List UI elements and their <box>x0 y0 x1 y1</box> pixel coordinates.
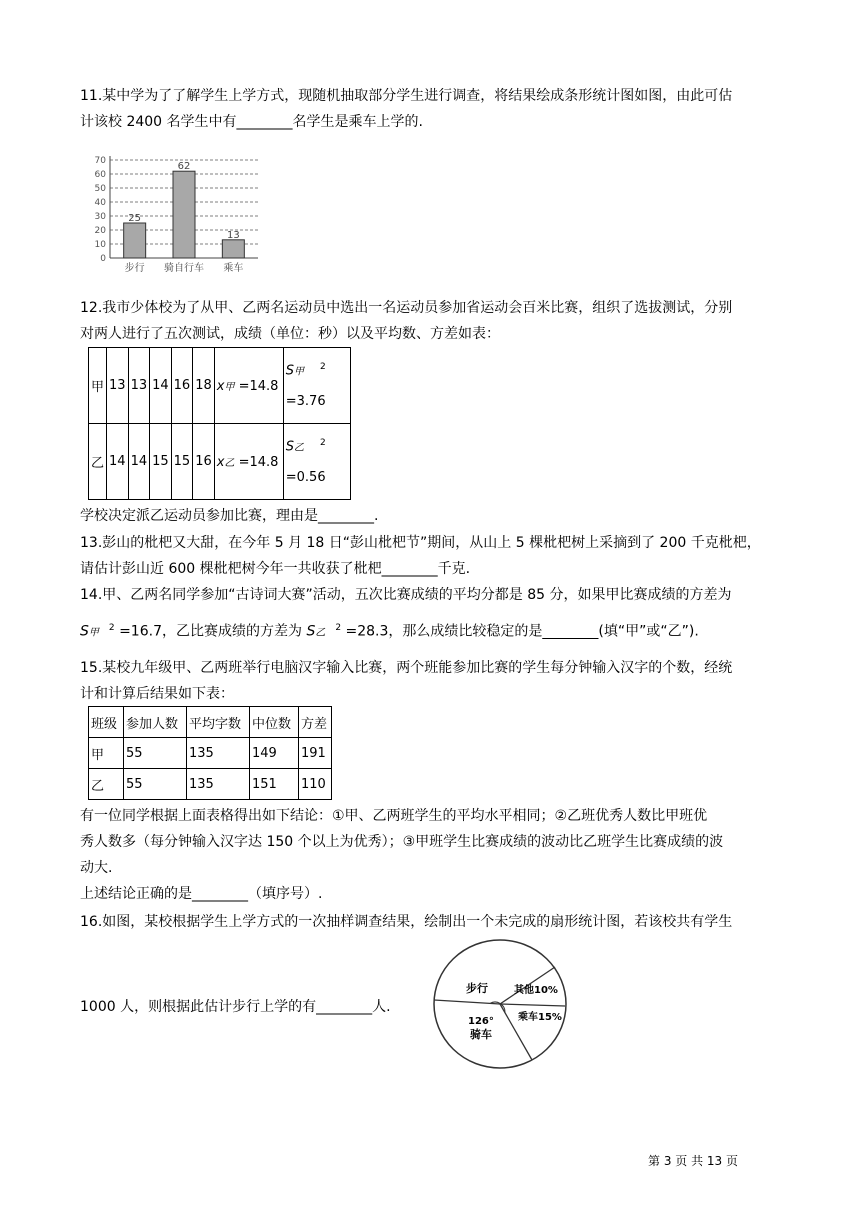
table-cell: 135 <box>187 738 250 769</box>
q12-name-cell: 乙 <box>89 424 107 500</box>
pie-label-other: 其他10% <box>514 985 558 996</box>
q14-line-1: 14.甲、乙两名同学参加“古诗词大赛”活动，五次比赛成绩的平均分都是 85 分，如果甲比赛成绩的方差为 <box>80 587 732 603</box>
q12-table <box>88 347 351 500</box>
x-tick-label: 步行 <box>124 263 145 274</box>
x-tick-label: 乘车 <box>223 263 244 274</box>
q12-score-cell: 14 <box>128 424 150 500</box>
table-row <box>89 348 351 424</box>
column-header: 班级 <box>89 707 124 738</box>
q15-line-1: 15.某校九年级甲、乙两班举行电脑汉字输入比赛，两个班能参加比赛的学生每分钟输入汉字的个数，经统 <box>80 660 733 676</box>
q14-part-b: =28.3，那么成绩比较稳定的是________(填“甲”或“乙”). <box>341 623 699 640</box>
q15-line-5: 动大. <box>80 860 113 876</box>
q15-line-4: 秀人数多（每分钟输入汉字达 150 个以上为优秀）；③甲班学生比赛成绩的波动比乙班学生比赛成绩的波 <box>80 834 724 850</box>
q15-line-6: 上述结论正确的是________（填序号）. <box>80 886 323 902</box>
y-tick-label: 70 <box>94 156 106 166</box>
mean-value: =14.8 <box>238 454 279 470</box>
table-cell: 55 <box>124 769 187 800</box>
q12-line-3: 学校决定派乙运动员参加比赛，理由是________. <box>80 508 379 524</box>
q16-line-1: 16.如图，某校根据学生上学方式的一次抽样调查结果，绘制出一个未完成的扇形统计图，若该校共有学生 <box>80 914 733 930</box>
y-tick-label: 10 <box>94 240 106 250</box>
table-cell: 191 <box>299 738 332 769</box>
bar <box>173 171 195 258</box>
pie-label-bike: 骑车 <box>470 1028 492 1041</box>
y-tick-label: 30 <box>94 212 106 222</box>
table-cell: 110 <box>299 769 332 800</box>
q15-line-2: 计和计算后结果如下表： <box>80 686 234 702</box>
variance-value: =3.76 <box>285 393 326 409</box>
data-label: 13 <box>226 229 240 241</box>
table-row <box>89 738 332 769</box>
q12-mean-cell: x乙 =14.8 <box>214 424 283 500</box>
chart-bars <box>124 171 245 258</box>
table-header-row <box>89 707 332 738</box>
data-label: 25 <box>128 213 142 224</box>
q12-score-cell: 14 <box>150 348 172 424</box>
q12-score-cell: 15 <box>171 424 193 500</box>
table-cell: 149 <box>250 738 299 769</box>
y-tick-label: 20 <box>94 226 106 236</box>
variance-subscript: 甲 <box>294 366 305 378</box>
pie-chart <box>432 936 572 1072</box>
table-cell: 135 <box>187 769 250 800</box>
q12-score-cell: 13 <box>128 348 150 424</box>
variance-subscript: 乙 <box>294 442 305 454</box>
x-tick-label: 骑自行车 <box>164 263 204 274</box>
q14-line-2: S甲 $^2$ =16.7，乙比赛成绩的方差为 S乙 $^2$ =28.3，那么成绩比较稳定的是________(填“甲”或“乙”). <box>80 623 699 640</box>
data-label: 62 <box>177 161 191 173</box>
y-tick-label: 0 <box>100 254 106 264</box>
q12-score-cell: 16 <box>193 424 215 500</box>
q12-score-cell: 18 <box>193 348 215 424</box>
q12-score-cell: 14 <box>107 424 129 500</box>
q12-name-cell: 甲 <box>89 348 107 424</box>
column-header: 中位数 <box>250 707 299 738</box>
q11-line-1: 11.某中学为了了解学生上学方式，现随机抽取部分学生进行调查，将结果绘成条形统计图如图，由此可估 <box>80 88 733 104</box>
table-cell: 151 <box>250 769 299 800</box>
q14-part-a: =16.7，乙比赛成绩的方差为 <box>114 623 307 640</box>
column-header: 方差 <box>299 707 332 738</box>
q13-line-2: 请估计彭山近 600 棵枇杷树今年一共收获了枇杷________千克. <box>80 561 471 577</box>
mean-value: =14.8 <box>238 378 279 394</box>
pie-label-bus: 乘车15% <box>518 1012 562 1023</box>
y-tick-label: 50 <box>94 184 106 194</box>
q15-line-3: 有一位同学根据上面表格得出如下结论：①甲、乙两班学生的平均水平相同；②乙班优秀人数比甲班优 <box>80 808 708 824</box>
mean-subscript: 甲 <box>224 381 235 393</box>
q12-line-2: 对两人进行了五次测试，成绩（单位：秒）以及平均数、方差如表： <box>80 326 500 342</box>
q16-line-2: 1000 人，则根据此估计步行上学的有________人. <box>80 999 391 1015</box>
q15-table <box>88 706 332 800</box>
table-row <box>89 769 332 800</box>
q13-line-1: 13.彭山的枇杷又大甜，在今年 5 月 18 日“彭山枇杷节”期间，从山上 5 棵枇杷树上采摘到了 200 千克枇杷， <box>80 535 761 551</box>
q11-line-2: 计该校 2400 名学生中有________名学生是乘车上学的. <box>80 114 423 130</box>
mean-subscript: 乙 <box>224 457 235 469</box>
q12-line-1: 12.我市少体校为了从甲、乙两名运动员中选出一名运动员参加省运动会百米比赛，组织了选拔测试，分别 <box>80 300 733 316</box>
table-cell: 55 <box>124 738 187 769</box>
q12-score-cell: 13 <box>107 348 129 424</box>
bar <box>124 223 146 258</box>
table-row <box>89 424 351 500</box>
variance-value: =0.56 <box>285 469 326 485</box>
page-footer: 第 3 页 共 13 页 <box>648 1154 738 1168</box>
q12-score-cell: 16 <box>171 348 193 424</box>
q12-variance-cell: S乙 $^2$ =0.56 <box>283 424 350 500</box>
pie-label-walk: 步行 <box>466 982 488 995</box>
q12-variance-cell: S甲 $^2$ =3.76 <box>283 348 350 424</box>
q12-mean-cell: x甲 =14.8 <box>214 348 283 424</box>
column-header: 平均字数 <box>187 707 250 738</box>
q14-subscript-b: 乙 <box>315 627 326 639</box>
bar-chart <box>86 150 266 276</box>
y-tick-label: 60 <box>94 170 106 180</box>
bar <box>222 240 244 258</box>
table-cell: 甲 <box>89 738 124 769</box>
q12-score-cell: 15 <box>150 424 172 500</box>
column-header: 参加人数 <box>124 707 187 738</box>
y-tick-label: 40 <box>94 198 106 208</box>
pie-label-angle: 126° <box>468 1016 494 1027</box>
q14-subscript-a: 甲 <box>88 627 99 639</box>
table-cell: 乙 <box>89 769 124 800</box>
